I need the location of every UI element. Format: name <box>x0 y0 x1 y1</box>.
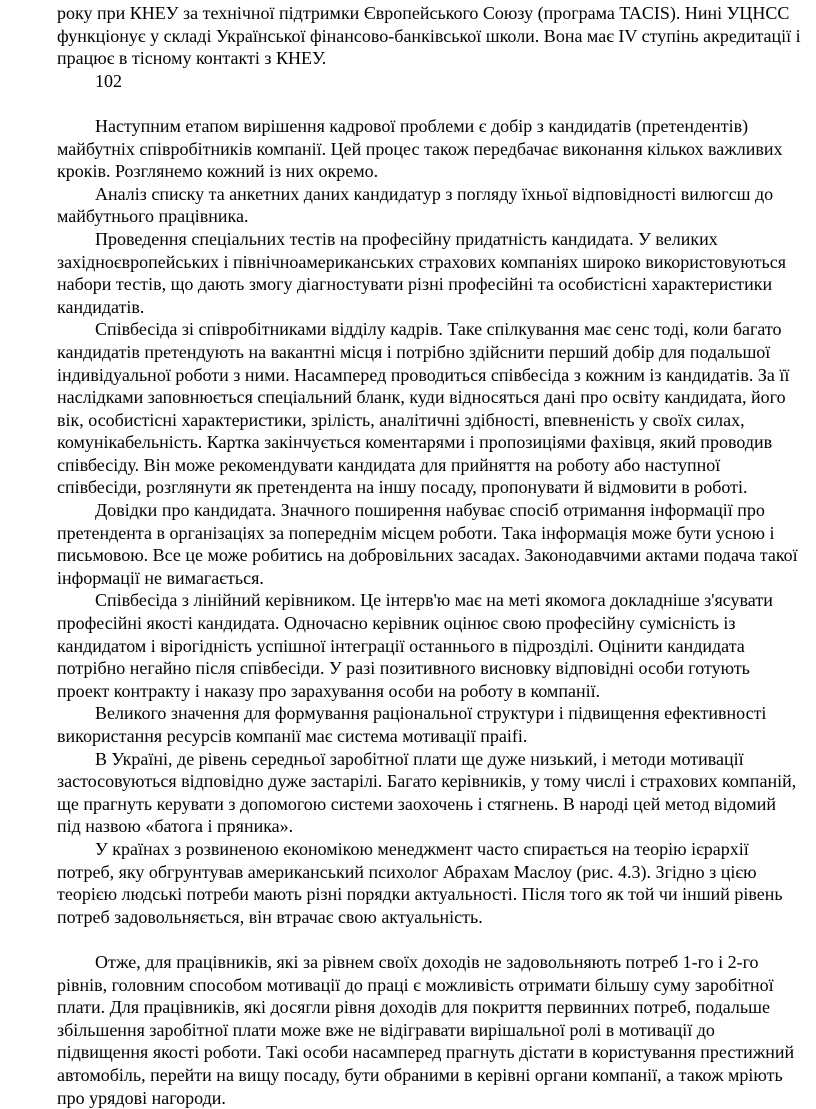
paragraph-ukraine-motivation: В Україні, де рівень середньої заробітної плати ще дуже низький, і методи мотивації застосовуються відповідно дуже застарілі. Багато керівників, у тому числі і страхових компаній, ще прагнуть керувати з допомогою системи заохочень і стягнень. В народі цей метод відомий під назвою «батога і пряника». <box>57 748 797 837</box>
paragraph-motivation-system: Великого значення для формування раціональної структури і підвищення ефективності використання ресурсів компанії має система мотивації праіfі. <box>57 703 767 746</box>
paragraph-manager-interview: Співбесіда з лінійний керівником. Це інтерв'ю має на меті якомога докладніше з'ясувати професійні якості кандидата. Одночасно керівник оцінює свою професійну сумісність із кандидатом і вірогідність успішної інтеграції останнього в підрозділі. Оцінити кандидата потрібно негайно після співбесіди. У разі позитивного висновку відповідні особи готують проект контракту і наказу про зарахування особи на роботу в компанії. <box>57 590 773 701</box>
paragraph-tests: Проведення спеціальних тестів на професійну придатність кандидата. У великих західноєвропейських і північноамериканських страхових компаніях широко використовуються набори тестів, що дають змогу діагностувати різні професійні та особистісні характеристики кандидатів. <box>57 228 786 317</box>
paragraph-hr-interview: Співбесіда зі співробітниками відділу кадрів. Таке спілкування має сенс тоді, коли багато кандидатів претендують на вакантні місця і потрібно здійснити перший добір для подальшої індивідуальної роботи з ними. Насамперед проводиться співбесіда з кожним із кандидатів. За її наслідками заповнюється спеціальний бланк, куди відносяться дані про освіту кандидата, його вік, особистісні характеристики, зрілість, аналітичні здібності, впевненість у своїх силах, комунікабельність. Картка закінчується коментарями і пропозиціями фахівця, який проводив співбесіду. Він може рекомендувати кандидата для прийняття на роботу або наступної співбесіди, розглянути як претендента на іншу посаду, пропонувати й відмовити в роботі. <box>57 319 790 498</box>
paragraph-candidate-analysis: Аналіз списку та анкетних даних кандидатур з погляду їхньої відповідності вилюгсш до майбутнього працівника. <box>57 183 774 227</box>
paragraph-maslow: У країнах з розвиненою економікою менеджмент часто спирається на теорію ієрархії потреб, яку обгрунтував американський психолог Абрахам Маслоу (рис. 4.3). Згідно з цією теорією людські потреби мають різні порядки актуальності. Після того як той чи інший рівень потреб задовольняється, він втрачає свою актуальність. <box>57 838 783 927</box>
paragraph-gap <box>57 928 802 951</box>
page-number: 102 <box>95 70 122 91</box>
paragraph-conclusion: Отже, для працівників, які за рівнем своїх доходів не задовольняють потреб 1-го і 2-го рівнів, головним способом мотивації до праці є можливість отримати більшу суму заробітної плати. Для працівників, які досягли рівня доходів для покриття первинних потреб, подальше збільшення заробітної плати може вже не відігравати вирішальної ролі в мотивації до підвищення якості роботи. Такі особи насамперед прагнуть дістати в користування престижний автомобіль, перейти на вищу посаду, бути обраними в керівні органи компанії, а також мріють про урядові нагороди. <box>57 951 795 1108</box>
paragraph-selection-stage: Наступним етапом вирішення кадрової проблеми є добір з кандидатів (претендентів) майбутніх співробітників компанії. Цей процес також передбачає виконання кількох важливих кроків. Розглянемо кожний із них окремо. <box>57 115 783 182</box>
paragraph-references: Довідки про кандидата. Значного поширення набуває спосіб отримання інформації про претендента в організаціях за попереднім місцем роботи. Така інформація може бути усною і письмовою. Все це може робитись на добровільних засадах. Законодавчими актами подача такої інформації не вимагається. <box>57 500 798 588</box>
paragraph-gap <box>57 92 802 115</box>
paragraph-intro-continuation: року при КНЕУ за технічної підтримки Європейського Союзу (програма TACIS). Нині УЦНСС функціонує у складі Української фінансово-банківської школи. Вона має IV ступінь акредитації і працює в тісному контакті з КНЕУ. <box>57 3 801 69</box>
